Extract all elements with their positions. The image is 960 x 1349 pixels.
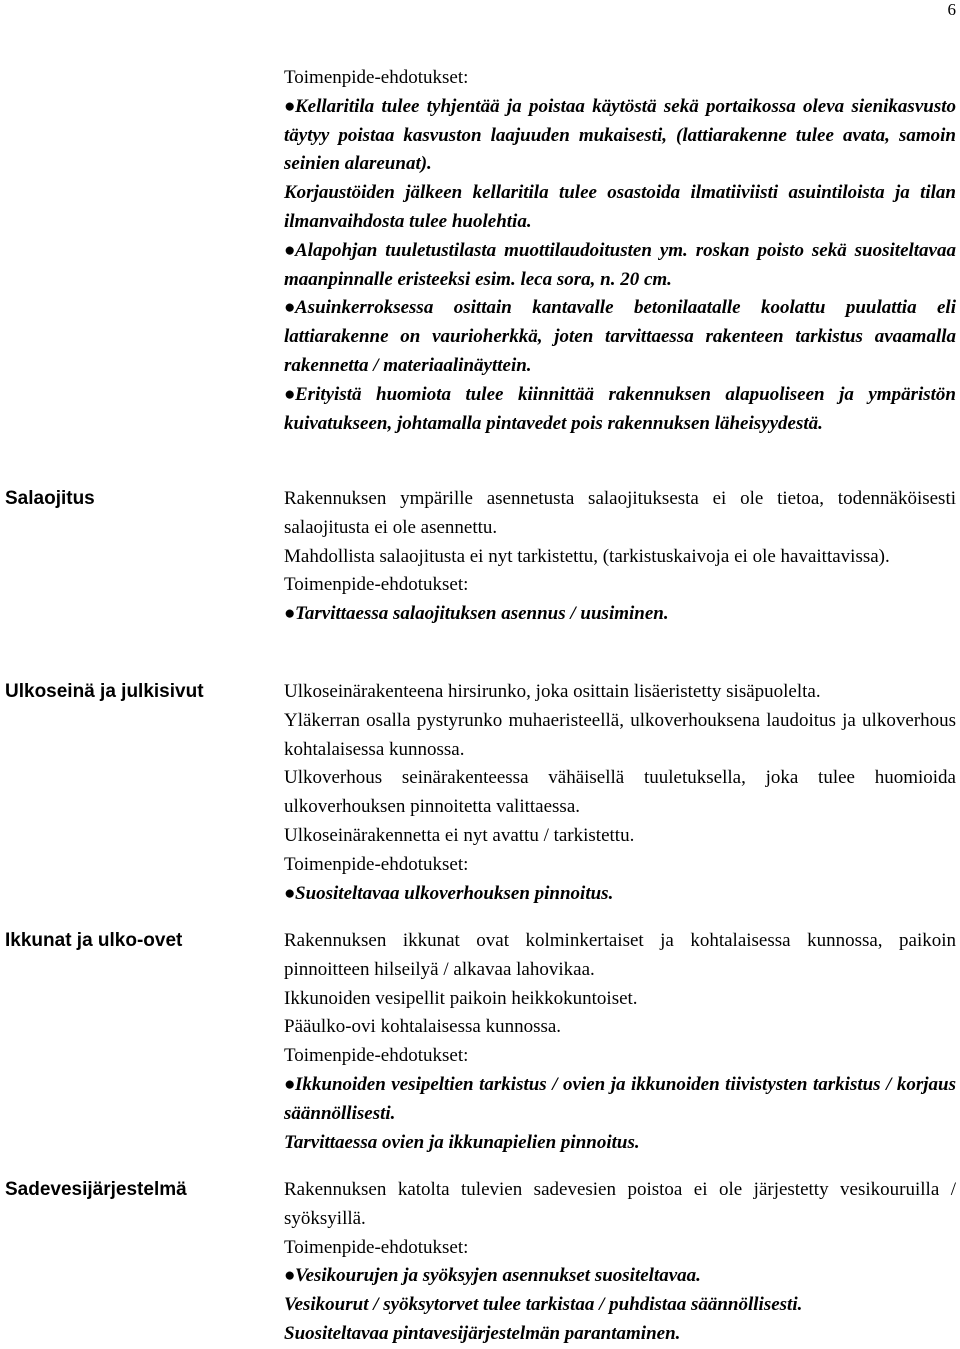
section-body-ikkunat [284,927,956,1157]
actions-heading: Toimenpide-ehdotukset: [284,1236,469,1258]
paragraph: Rakennuksen ympärille asennetusta salaojituksesta ei ole tietoa, todennäköisesti salaojitusta ei ole asennettu. [284,488,956,538]
bullet-icon: ● [284,1265,296,1287]
paragraph: Yläkerran osalla pystyrunko muhaeristeellä, ulkoverhouksena laudoitus ja ulkoverhous kohtalaisessa kunnossa. [284,709,956,760]
bullet-icon: ● [284,882,296,904]
paragraph: Ikkunoiden vesipellit paikoin heikkokuntoiset. [284,987,638,1009]
section-body-salaojitus [284,485,956,629]
action-item: Tarvittaessa ovien ja ikkunapielien pinnoitus. [284,1131,640,1153]
paragraph: Rakennuksen katolta tulevien sadevesien poistoa ei ole järjestetty vesikouruilla / syöksyillä. [284,1179,956,1229]
bullet-icon: ● [284,297,296,319]
section-label-ikkunat: Ikkunat ja ulko-ovet [5,930,183,951]
bullet-icon: ● [284,239,296,261]
page-number: 6 [947,0,956,19]
paragraph: Pääulko-ovi kohtalaisessa kunnossa. [284,1016,562,1038]
bullet-icon: ● [284,1073,296,1095]
action-item: ●Suositeltavaa ulkoverhouksen pinnoitus. [284,880,956,909]
paragraph: Ulkoverhous seinärakenteessa vähäisellä tuuletuksella, joka tulee huomioida ulkoverhouksen pinnoitetta valittaessa. [284,767,956,818]
paragraph: Mahdollista salaojitusta ei nyt tarkistettu, (tarkistuskaivoja ei ole havaittavissa). [284,545,890,567]
action-item: ●Ikkunoiden vesipeltien tarkistus / ovien ja ikkunoiden tiivistysten tarkistus / korjaus säännöllisesti. [284,1071,956,1129]
section-body-sadevesi [284,1176,956,1349]
actions-heading: Toimenpide-ehdotukset: [284,574,469,596]
section-body-ulkoseina [284,678,956,908]
bullet-icon: ● [284,383,296,405]
section-label-salaojitus: Salaojitus [5,488,95,509]
paragraph: Ulkoseinärakennetta ei nyt avattu / tarkistettu. [284,824,635,846]
section-label-sadevesi: Sadevesijärjestelmä [5,1179,187,1200]
intro-action-3: ●Alapohjan tuuletustilasta muottilaudoitusten ym. roskan poisto sekä suositeltavaa maanpinnalle eristeeksi esim. leca sora, n. 20 cm. [284,237,956,295]
intro-block [284,64,956,438]
intro-heading: Toimenpide-ehdotukset: [284,67,469,88]
section-label-ulkoseina: Ulkoseinä ja julkisivut [5,681,204,702]
action-item: Suositeltavaa pintavesijärjestelmän parantaminen. [284,1322,681,1344]
intro-action-2: Korjaustöiden jälkeen kellaritila tulee osastoida ilmatiiviisti asuintiloista ja tilan ilmanvaihdosta tulee huolehtia. [284,182,956,232]
action-item: ●Vesikourujen ja syöksyjen asennukset suositeltavaa. [284,1262,956,1291]
action-item: ●Tarvittaessa salaojituksen asennus / uusiminen. [284,600,956,629]
actions-heading: Toimenpide-ehdotukset: [284,853,469,875]
bullet-icon: ● [284,603,296,625]
intro-action-1: ●Kellaritila tulee tyhjentää ja poistaa käytöstä sekä portaikossa oleva sienikasvusto täytyy poistaa kasvuston laajuuden mukaisesti, (lattiarakenne tulee avata, samoin seinien alareunat). [284,93,956,179]
intro-action-4: ●Asuinkerroksessa osittain kantavalle betonilaatalle koolattu puulattia eli lattiarakenne on vaurioherkkä, joten tarvittaessa rakenteen tarkistus avaamalla rakennetta / materiaalinäyttein. [284,294,956,380]
bullet-icon: ● [284,95,296,117]
actions-heading: Toimenpide-ehdotukset: [284,1045,469,1067]
intro-action-5: ●Erityistä huomiota tulee kiinnittää rakennuksen alapuoliseen ja ympäristön kuivatukseen, johtamalla pintavedet pois rakennuksen läheisyydestä. [284,381,956,439]
paragraph: Ulkoseinärakenteena hirsirunko, joka osittain lisäeristetty sisäpuolelta. [284,681,821,702]
action-item: Vesikourut / syöksytorvet tulee tarkistaa / puhdistaa säännöllisesti. [284,1294,803,1316]
paragraph: Rakennuksen ikkunat ovat kolminkertaiset ja kohtalaisessa kunnossa, paikoin pinnoitteen hilseilyä / alkavaa lahovikaa. [284,930,956,980]
